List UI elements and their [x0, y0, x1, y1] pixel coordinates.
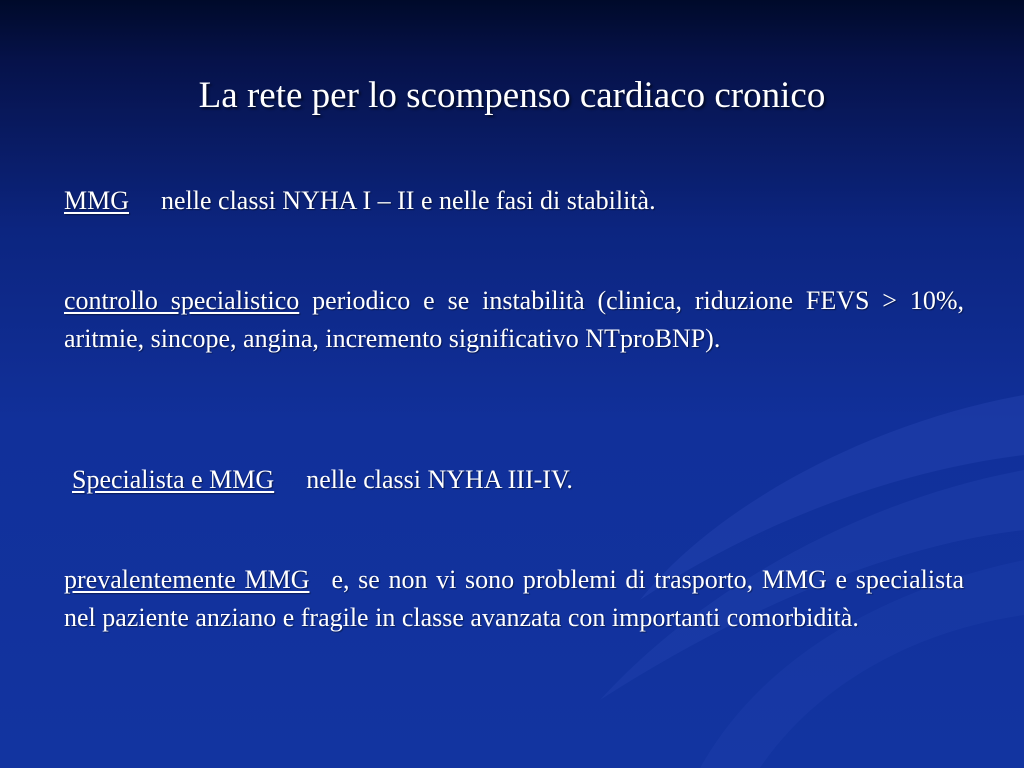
slide-title: La rete per lo scompenso cardiaco cronico — [198, 75, 826, 116]
text-prevalentemente-mmg: e, se non vi sono problemi di trasporto, MMG e specialista nel paziente anziano e fragile in classe avanzata con importanti comorbidità. — [64, 565, 964, 632]
paragraph-controllo-specialistico — [64, 282, 964, 358]
paragraph-mmg — [64, 182, 964, 220]
term-controllo-specialistico: controllo specialistico — [64, 286, 300, 315]
text-mmg: nelle classi NYHA I – II e nelle fasi di stabilità. — [161, 186, 656, 215]
paragraph-specialista-e-mmg — [72, 461, 972, 499]
text-specialista-e-mmg: nelle classi NYHA III-IV. — [306, 465, 573, 494]
term-prevalentemente-mmg: prevalentemente MMG — [64, 565, 310, 594]
paragraph-prevalentemente-mmg — [64, 561, 964, 637]
term-specialista-e-mmg: Specialista e MMG — [72, 465, 275, 494]
text-controllo-specialistico: periodico e se instabilità (clinica, riduzione FEVS > 10%, aritmie, sincope, angina, incremento significativo NTproBNP). — [64, 286, 964, 353]
term-mmg: MMG — [64, 186, 130, 215]
